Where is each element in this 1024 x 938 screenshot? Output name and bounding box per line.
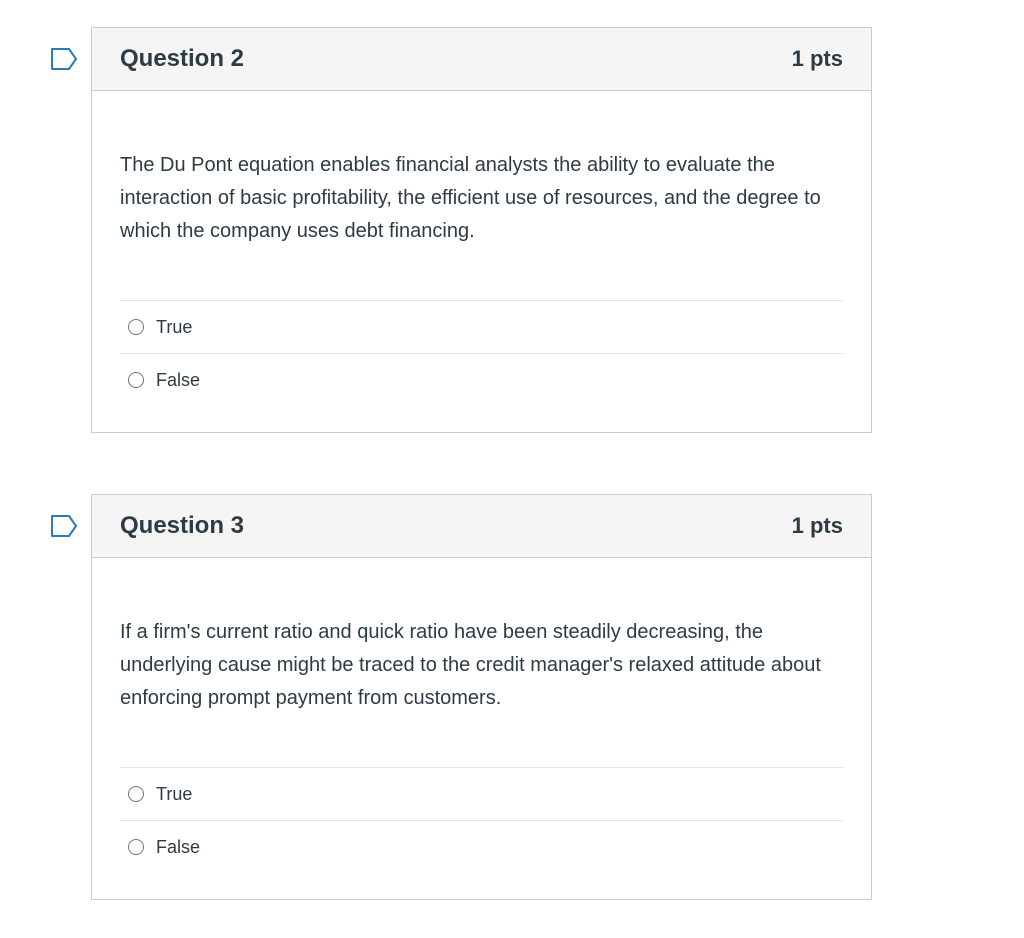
question-points: 1 pts [791, 513, 843, 538]
radio-button-icon[interactable] [128, 786, 144, 802]
question-title: Question 3 [120, 512, 245, 539]
question-body [92, 91, 871, 432]
answer-label: False [156, 836, 201, 857]
question-header [92, 495, 871, 558]
answer-option-true[interactable] [120, 300, 843, 353]
question-header [92, 28, 871, 91]
answer-label: False [156, 369, 201, 390]
question-title: Question 2 [120, 45, 245, 72]
radio-button-icon[interactable] [128, 319, 144, 335]
question-text: If a firm's current ratio and quick ratio have been steadily decreasing, the underlying cause might be traced to the credit manager's relaxed attitude about enforcing prompt payment from customers. [120, 621, 821, 709]
question-body [92, 558, 871, 899]
question-card [91, 494, 872, 900]
question-text: The Du Pont equation enables financial analysts the ability to evaluate the interaction of basic profitability, the efficient use of resources, and the degree to which the company uses debt financing. [120, 154, 821, 242]
radio-button-icon[interactable] [128, 372, 144, 388]
answer-list [120, 300, 843, 432]
answer-option-true[interactable] [120, 767, 843, 820]
radio-button-icon[interactable] [128, 839, 144, 855]
answer-option-false[interactable] [120, 353, 843, 406]
answer-list [120, 767, 843, 899]
question-card [91, 27, 872, 433]
answer-label: True [156, 783, 193, 804]
flag-question-icon[interactable] [50, 47, 78, 71]
answer-label: True [156, 316, 193, 337]
answer-option-false[interactable] [120, 820, 843, 873]
flag-question-icon[interactable] [50, 514, 78, 538]
question-points: 1 pts [791, 46, 843, 71]
